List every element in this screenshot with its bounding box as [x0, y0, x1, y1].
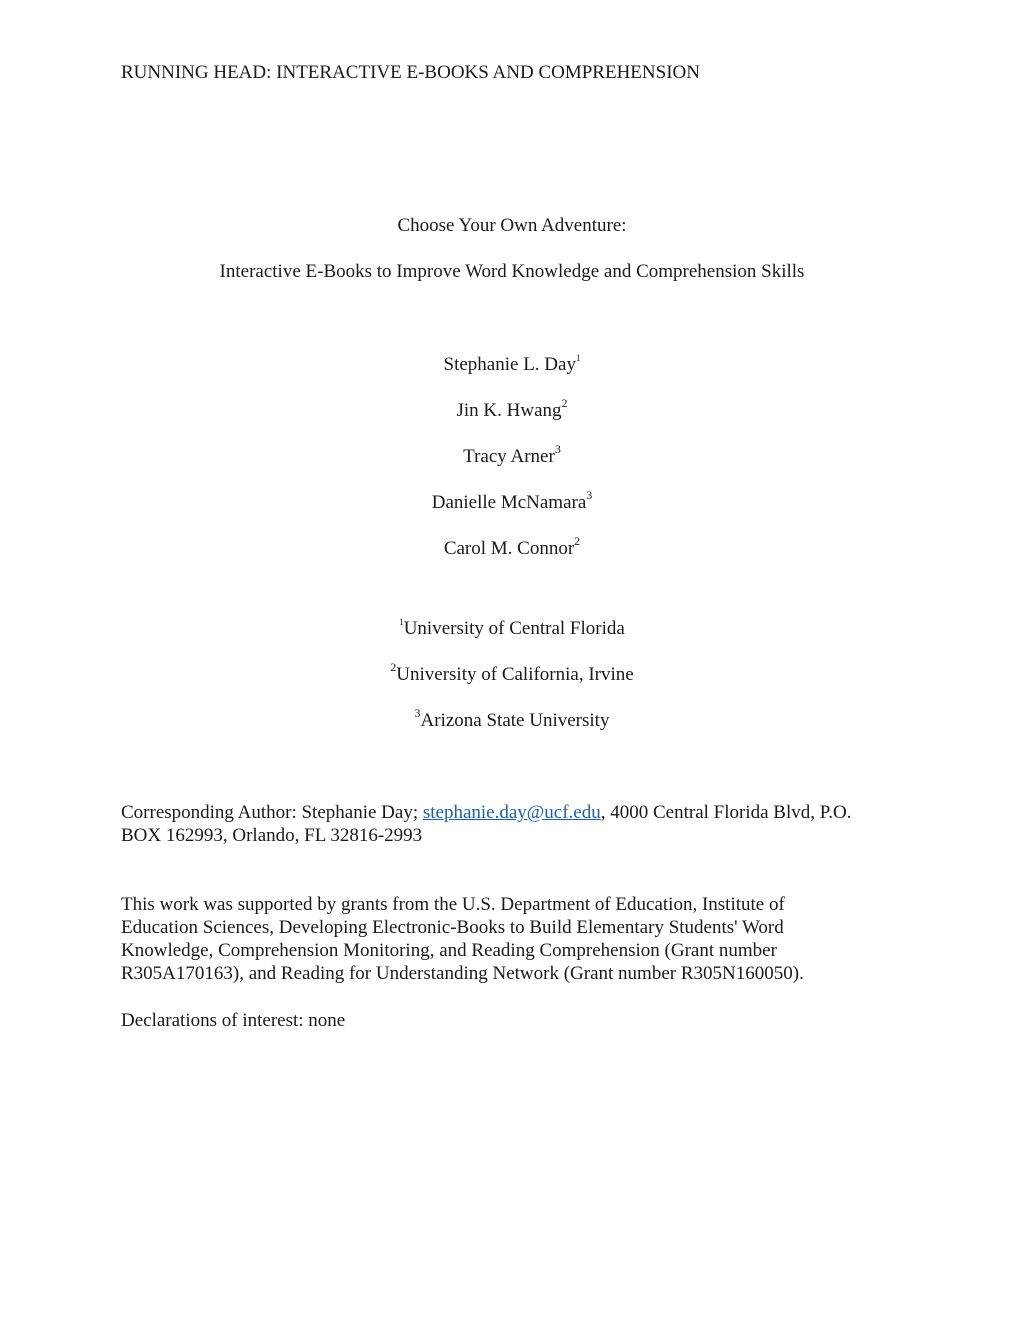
affiliation-1	[0, 617, 1024, 640]
author-5	[0, 533, 1024, 560]
author-superscript: 1	[575, 352, 581, 363]
funding-line-3: Knowledge, Comprehension Monitoring, and Reading Comprehension (Grant number	[121, 940, 777, 961]
corresponding-line-1	[121, 801, 911, 824]
corresponding-prefix: Corresponding Author: Stephanie Day;	[121, 802, 423, 823]
author-name: Stephanie L. Day	[443, 354, 576, 375]
corresponding-address: , 4000 Central Florida Blvd, P.O.	[600, 802, 852, 823]
corresponding-author	[121, 801, 911, 847]
email-link[interactable]: stephanie.day@ucf.edu	[422, 802, 601, 823]
running-head: RUNNING HEAD: INTERACTIVE E-BOOKS AND COMPREHENSION	[121, 62, 700, 83]
affiliation-superscript: 2	[390, 659, 397, 674]
funding-line-2: Education Sciences, Developing Electronic-Books to Build Elementary Students' Word	[121, 917, 784, 938]
affiliation-name: University of California, Irvine	[396, 664, 634, 685]
title-line-2: Interactive E-Books to Improve Word Knowledge and Comprehension Skills	[219, 261, 805, 282]
author-4	[0, 487, 1024, 514]
author-name: Tracy Arner	[463, 446, 555, 467]
author-3	[0, 441, 1024, 468]
declarations: Declarations of interest: none	[121, 1010, 346, 1031]
author-superscript: 2	[561, 395, 568, 410]
author-name: Danielle McNamara	[431, 492, 587, 513]
author-name: Carol M. Connor	[443, 538, 575, 559]
affiliation-2	[0, 659, 1024, 686]
affiliation-name: Arizona State University	[420, 710, 610, 731]
title-line-1: Choose Your Own Adventure:	[397, 215, 627, 236]
author-superscript: 3	[586, 487, 593, 502]
funding-line-1: This work was supported by grants from the U.S. Department of Education, Institute of	[121, 894, 785, 915]
author-1	[0, 353, 1024, 376]
author-superscript: 3	[554, 441, 561, 456]
corresponding-line-2: BOX 162993, Orlando, FL 32816-2993	[121, 825, 423, 846]
affiliation-superscript: 3	[414, 705, 421, 720]
affiliation-name: University of Central Florida	[403, 618, 625, 639]
affiliation-superscript: 1	[399, 616, 404, 627]
affiliation-3	[0, 705, 1024, 732]
author-name: Jin K. Hwang	[456, 400, 562, 421]
funding-line-4: R305A170163), and Reading for Understanding Network (Grant number R305N160050).	[121, 963, 804, 984]
author-superscript: 2	[574, 533, 581, 548]
funding-statement	[121, 893, 911, 985]
author-2	[0, 395, 1024, 422]
